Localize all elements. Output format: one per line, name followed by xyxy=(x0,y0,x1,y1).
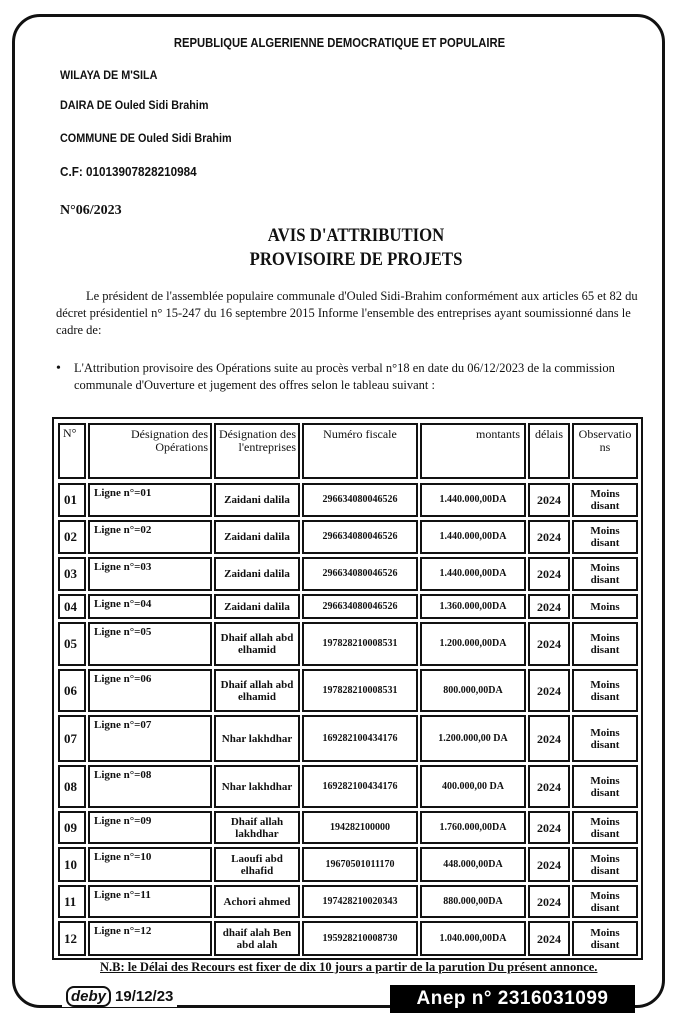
cell-entreprise: Laoufi abd elhafid xyxy=(214,847,300,882)
cell-operation: Ligne n°=04 xyxy=(88,594,212,619)
cell-no: 07 xyxy=(58,715,86,762)
cell-entreprise: Zaidani dalila xyxy=(214,520,300,554)
cell-operation: Ligne n°=12 xyxy=(88,921,212,956)
cell-entreprise: Dhaif allah lakhdhar xyxy=(214,811,300,844)
cell-fiscal: 296634080046526 xyxy=(302,557,418,591)
cell-no: 10 xyxy=(58,847,86,882)
cell-fiscal: 19670501011170 xyxy=(302,847,418,882)
cell-fiscal: 296634080046526 xyxy=(302,520,418,554)
cell-entreprise: Nhar lakhdhar xyxy=(214,715,300,762)
cell-operation: Ligne n°=05 xyxy=(88,622,212,666)
cell-delai: 2024 xyxy=(528,811,570,844)
header-no: N° xyxy=(58,423,86,479)
cell-no: 08 xyxy=(58,765,86,808)
title-line-1: AVIS D'ATTRIBUTION xyxy=(267,225,445,246)
cell-montant: 880.000,00DA xyxy=(420,885,526,918)
cell-montant: 1.360.000,00DA xyxy=(420,594,526,619)
header-delais: délais xyxy=(528,423,570,479)
cell-montant: 1.200.000,00DA xyxy=(420,622,526,666)
cell-montant: 1.040.000,00DA xyxy=(420,921,526,956)
cell-no: 02 xyxy=(58,520,86,554)
cell-delai: 2024 xyxy=(528,622,570,666)
publisher-logo: deby xyxy=(66,986,111,1007)
bullet-text: L'Attribution provisoire des Opérations suite au procès verbal n°18 en date du 06/12/2023 de la commission communale d'Ouverture et jugement des offres selon le tableau suivant : xyxy=(74,361,615,392)
cell-delai: 2024 xyxy=(528,557,570,591)
cell-no: 06 xyxy=(58,669,86,712)
cell-montant: 1.440.000,00DA xyxy=(420,557,526,591)
cell-delai: 2024 xyxy=(528,483,570,517)
cell-fiscal: 197828210008531 xyxy=(302,669,418,712)
cell-operation: Ligne n°=10 xyxy=(88,847,212,882)
cell-fiscal: 197828210008531 xyxy=(302,622,418,666)
cell-observation: Moins disant xyxy=(572,622,638,666)
cell-fiscal: 169282100434176 xyxy=(302,715,418,762)
commune-line: COMMUNE DE Ouled Sidi Brahim xyxy=(60,131,232,145)
cell-observation: Moins disant xyxy=(572,847,638,882)
header-fiscal: Numéro fiscale xyxy=(302,423,418,479)
cell-operation: Ligne n°=11 xyxy=(88,885,212,918)
anep-number: Anep n° 2316031099 xyxy=(390,985,635,1013)
daira-line: DAIRA DE Ouled Sidi Brahim xyxy=(60,98,209,112)
cell-delai: 2024 xyxy=(528,847,570,882)
cell-no: 11 xyxy=(58,885,86,918)
bullet-paragraph xyxy=(56,360,639,394)
header-entreprises: Désignation des l'entreprises xyxy=(214,423,300,479)
publication-date: 19/12/23 xyxy=(115,987,174,1005)
cell-operation: Ligne n°=03 xyxy=(88,557,212,591)
cell-no: 01 xyxy=(58,483,86,517)
cell-observation: Moins disant xyxy=(572,715,638,762)
bullet-icon: • xyxy=(56,361,61,376)
cell-delai: 2024 xyxy=(528,669,570,712)
cell-delai: 2024 xyxy=(528,921,570,956)
document-number: N°06/2023 xyxy=(60,203,122,218)
cell-entreprise: Zaidani dalila xyxy=(214,557,300,591)
header-montants: montants xyxy=(420,423,526,479)
cell-delai: 2024 xyxy=(528,765,570,808)
publisher-stamp xyxy=(62,985,177,1007)
cell-entreprise: Zaidani dalila xyxy=(214,594,300,619)
cell-delai: 2024 xyxy=(528,885,570,918)
cell-observation: Moins disant xyxy=(572,921,638,956)
cell-montant: 448.000,00DA xyxy=(420,847,526,882)
cell-entreprise: Dhaif allah abd elhamid xyxy=(214,622,300,666)
cell-delai: 2024 xyxy=(528,715,570,762)
cell-fiscal: 197428210020343 xyxy=(302,885,418,918)
cell-no: 03 xyxy=(58,557,86,591)
cell-fiscal: 169282100434176 xyxy=(302,765,418,808)
cell-observation: Moins disant xyxy=(572,765,638,808)
cell-observation: Moins disant xyxy=(572,557,638,591)
cell-delai: 2024 xyxy=(528,520,570,554)
cell-observation: Moins xyxy=(572,594,638,619)
wilaya-line: WILAYA DE M'SILA xyxy=(60,68,158,82)
cell-no: 04 xyxy=(58,594,86,619)
cell-montant: 400.000,00 DA xyxy=(420,765,526,808)
intro-paragraph: Le président de l'assemblée populaire communale d'Ouled Sidi-Brahim conformément aux articles 65 et 82 du décret présidentiel n° 15-247 du 16 septembre 2015 Informe l'ensemble des entreprises ayant soumissionné dans le cadre de: xyxy=(56,289,638,337)
cell-observation: Moins disant xyxy=(572,669,638,712)
title-line-2: PROVISOIRE DE PROJETS xyxy=(249,249,463,270)
cell-observation: Moins disant xyxy=(572,483,638,517)
cell-no: 12 xyxy=(58,921,86,956)
cell-montant: 1.760.000,00DA xyxy=(420,811,526,844)
cell-no: 09 xyxy=(58,811,86,844)
republic-header: REPUBLIQUE ALGERIENNE DEMOCRATIQUE ET POPULAIRE xyxy=(173,36,506,50)
cell-operation: Ligne n°=08 xyxy=(88,765,212,808)
cell-operation: Ligne n°=09 xyxy=(88,811,212,844)
cell-entreprise: Achori ahmed xyxy=(214,885,300,918)
cell-montant: 1.440.000,00DA xyxy=(420,520,526,554)
cell-operation: Ligne n°=06 xyxy=(88,669,212,712)
cell-montant: 800.000,00DA xyxy=(420,669,526,712)
cell-observation: Moins disant xyxy=(572,811,638,844)
cell-entreprise: dhaif alah Ben abd alah xyxy=(214,921,300,956)
cell-montant: 1.440.000,00DA xyxy=(420,483,526,517)
cell-delai: 2024 xyxy=(528,594,570,619)
cell-montant: 1.200.000,00 DA xyxy=(420,715,526,762)
cell-operation: Ligne n°=02 xyxy=(88,520,212,554)
header-observations: Observations xyxy=(572,423,638,479)
cell-observation: Moins disant xyxy=(572,885,638,918)
cell-fiscal: 296634080046526 xyxy=(302,483,418,517)
header-operations: Désignation des Opérations xyxy=(88,423,212,479)
cell-entreprise: Dhaif allah abd elhamid xyxy=(214,669,300,712)
cell-operation: Ligne n°=01 xyxy=(88,483,212,517)
cell-operation: Ligne n°=07 xyxy=(88,715,212,762)
cell-fiscal: 296634080046526 xyxy=(302,594,418,619)
cell-fiscal: 195928210008730 xyxy=(302,921,418,956)
nb-notice: N.B: le Délai des Recours est fixer de dix 10 jours a partir de la parution Du présent annonce. xyxy=(100,960,598,974)
attribution-table xyxy=(52,417,643,960)
cell-fiscal: 194282100000 xyxy=(302,811,418,844)
cf-line: C.F: 01013907828210984 xyxy=(60,164,197,179)
cell-no: 05 xyxy=(58,622,86,666)
cell-observation: Moins disant xyxy=(572,520,638,554)
cell-entreprise: Nhar lakhdhar xyxy=(214,765,300,808)
cell-entreprise: Zaidani dalila xyxy=(214,483,300,517)
